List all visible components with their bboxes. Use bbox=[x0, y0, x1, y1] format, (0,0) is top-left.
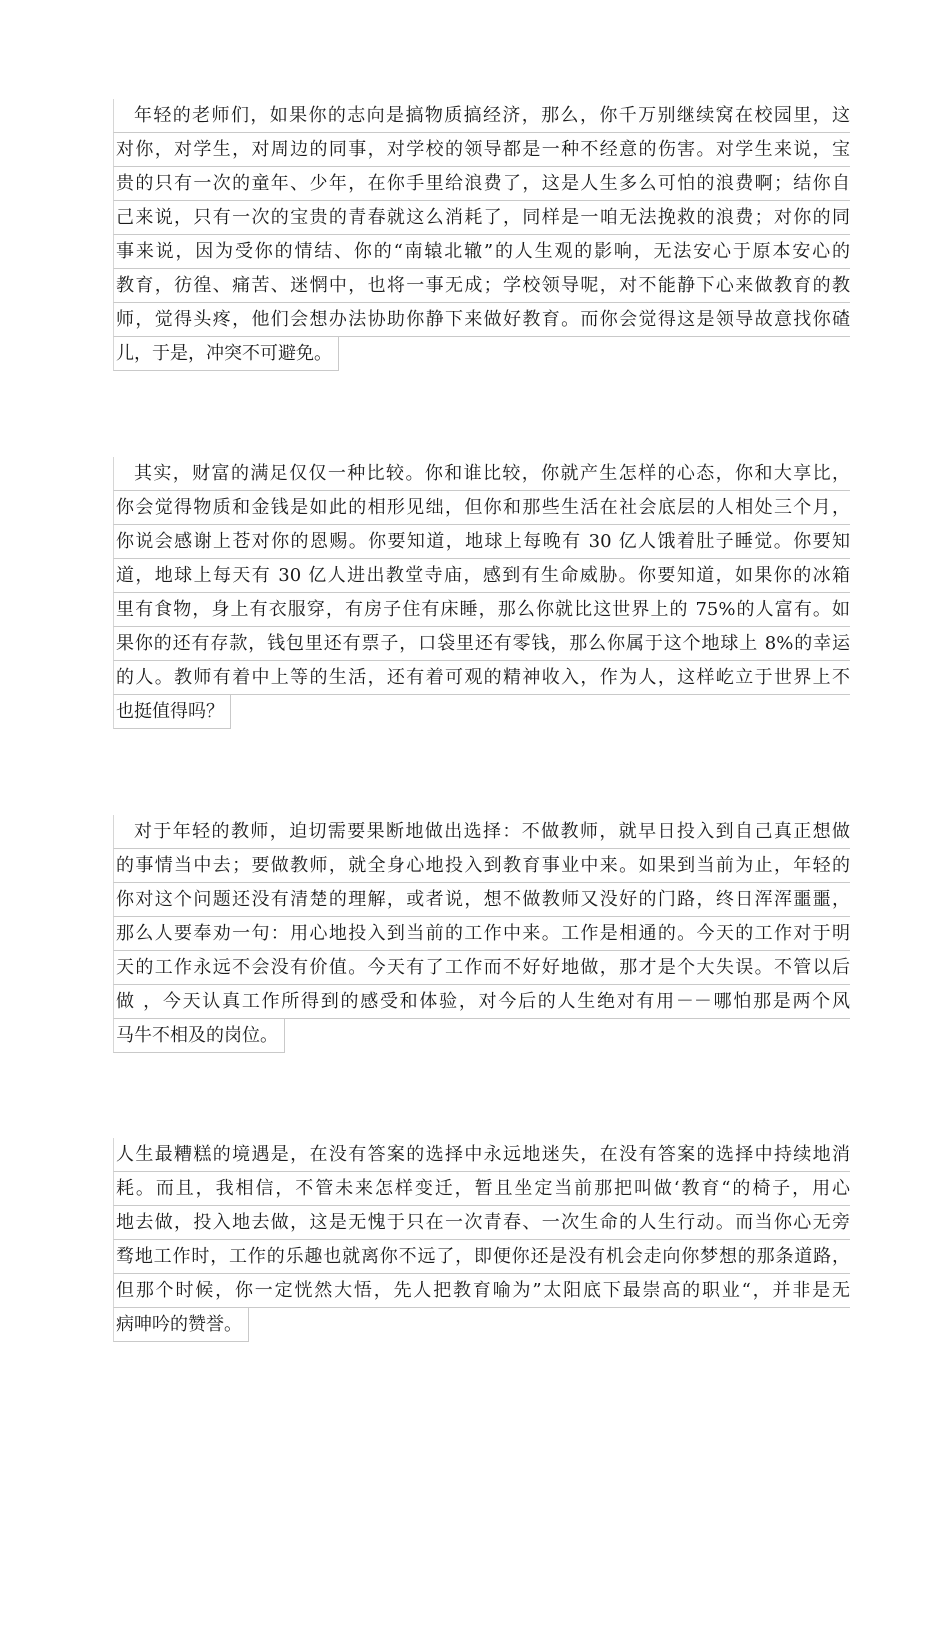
text-line: 天的工作永远不会没有价值。今天有了工作而不好好地做，那才是个大失误。不管以后 bbox=[113, 951, 850, 985]
text-line: 的事情当中去；要做教师，就全身心地投入到教育事业中来。如果到当前为止，年轻的 bbox=[113, 849, 850, 883]
text-line: 其实，财富的满足仅仅一种比较。你和谁比较，你就产生怎样的心态，你和大享比， bbox=[113, 457, 850, 491]
text-line: 你对这个问题还没有清楚的理解，或者说，想不做教师又没好的门路，终日浑浑噩噩， bbox=[113, 883, 850, 917]
text-line: 马牛不相及的岗位。 bbox=[113, 1019, 285, 1053]
text-line: 做 ，今天认真工作所得到的感受和体验，对今后的人生绝对有用－－哪怕那是两个风 bbox=[113, 985, 850, 1019]
text-line: 儿，于是，冲突不可避免。 bbox=[113, 337, 339, 371]
text-line: 事来说，因为受你的情结、你的“南辕北辙”的人生观的影响，无法安心于原本安心的 bbox=[113, 235, 850, 269]
text-line: 己来说，只有一次的宝贵的青春就这么消耗了，同样是一咱无法挽救的浪费；对你的同 bbox=[113, 201, 850, 235]
text-line: 果你的还有存款，钱包里还有票子，口袋里还有零钱，那么你属于这个地球上 8%的幸运 bbox=[113, 627, 850, 661]
text-line: 贵的只有一次的童年、少年，在你手里给浪费了，这是人生多么可怕的浪费啊；结你自 bbox=[113, 167, 850, 201]
text-line: 你会觉得物质和金钱是如此的相形见绌，但你和那些生活在社会底层的人相处三个月， bbox=[113, 491, 850, 525]
text-line: 地去做，投入地去做，这是无愧于只在一次青春、一次生命的人生行动。而当你心无旁 bbox=[113, 1206, 850, 1240]
text-line: 但那个时候，你一定恍然大悟，先人把教育喻为”太阳底下最崇高的职业“，并非是无 bbox=[113, 1274, 850, 1308]
paragraph-1 bbox=[113, 99, 850, 375]
text-line: 骛地工作时，工作的乐趣也就离你不远了，即便你还是没有机会走向你梦想的那条道路， bbox=[113, 1240, 850, 1274]
paragraph-3 bbox=[113, 815, 850, 1057]
text-line: 病呻吟的赞誉。 bbox=[113, 1308, 249, 1342]
text-line: 教育，彷徨、痛苦、迷惘中，也将一事无成；学校领导呢，对不能静下心来做教育的教 bbox=[113, 269, 850, 303]
text-line: 师，觉得头疼，他们会想办法协助你静下来做好教育。而你会觉得这是领导故意找你碴 bbox=[113, 303, 850, 337]
paragraph-2 bbox=[113, 457, 850, 733]
text-line: 道，地球上每天有 30 亿人进出教堂寺庙，感到有生命威胁。你要知道，如果你的冰箱 bbox=[113, 559, 850, 593]
text-line: 年轻的老师们，如果你的志向是搞物质搞经济，那么，你千万别继续窝在校园里，这 bbox=[113, 99, 850, 133]
text-line: 的人。教师有着中上等的生活，还有着可观的精神收入，作为人，这样屹立于世界上不 bbox=[113, 661, 850, 695]
text-line: 里有食物，身上有衣服穿，有房子住有床睡，那么你就比这世界上的 75%的人富有。如 bbox=[113, 593, 850, 627]
text-line: 对于年轻的教师，迫切需要果断地做出选择：不做教师，就早日投入到自己真正想做 bbox=[113, 815, 850, 849]
text-line: 耗。而且，我相信，不管未来怎样变迁，暂且坐定当前那把叫做‘教育“的椅子，用心 bbox=[113, 1172, 850, 1206]
text-line: 对你，对学生，对周边的同事，对学校的领导都是一种不经意的伤害。对学生来说，宝 bbox=[113, 133, 850, 167]
text-line: 也挺值得吗？ bbox=[113, 695, 231, 729]
text-line: 你说会感谢上苍对你的恩赐。你要知道，地球上每晚有 30 亿人饿着肚子睡觉。你要知 bbox=[113, 525, 850, 559]
text-line: 那么人要奉劝一句：用心地投入到当前的工作中来。工作是相通的。今天的工作对于明 bbox=[113, 917, 850, 951]
paragraph-4 bbox=[113, 1138, 850, 1346]
text-line: 人生最糟糕的境遇是，在没有答案的选择中永远地迷失，在没有答案的选择中持续地消 bbox=[113, 1138, 850, 1172]
